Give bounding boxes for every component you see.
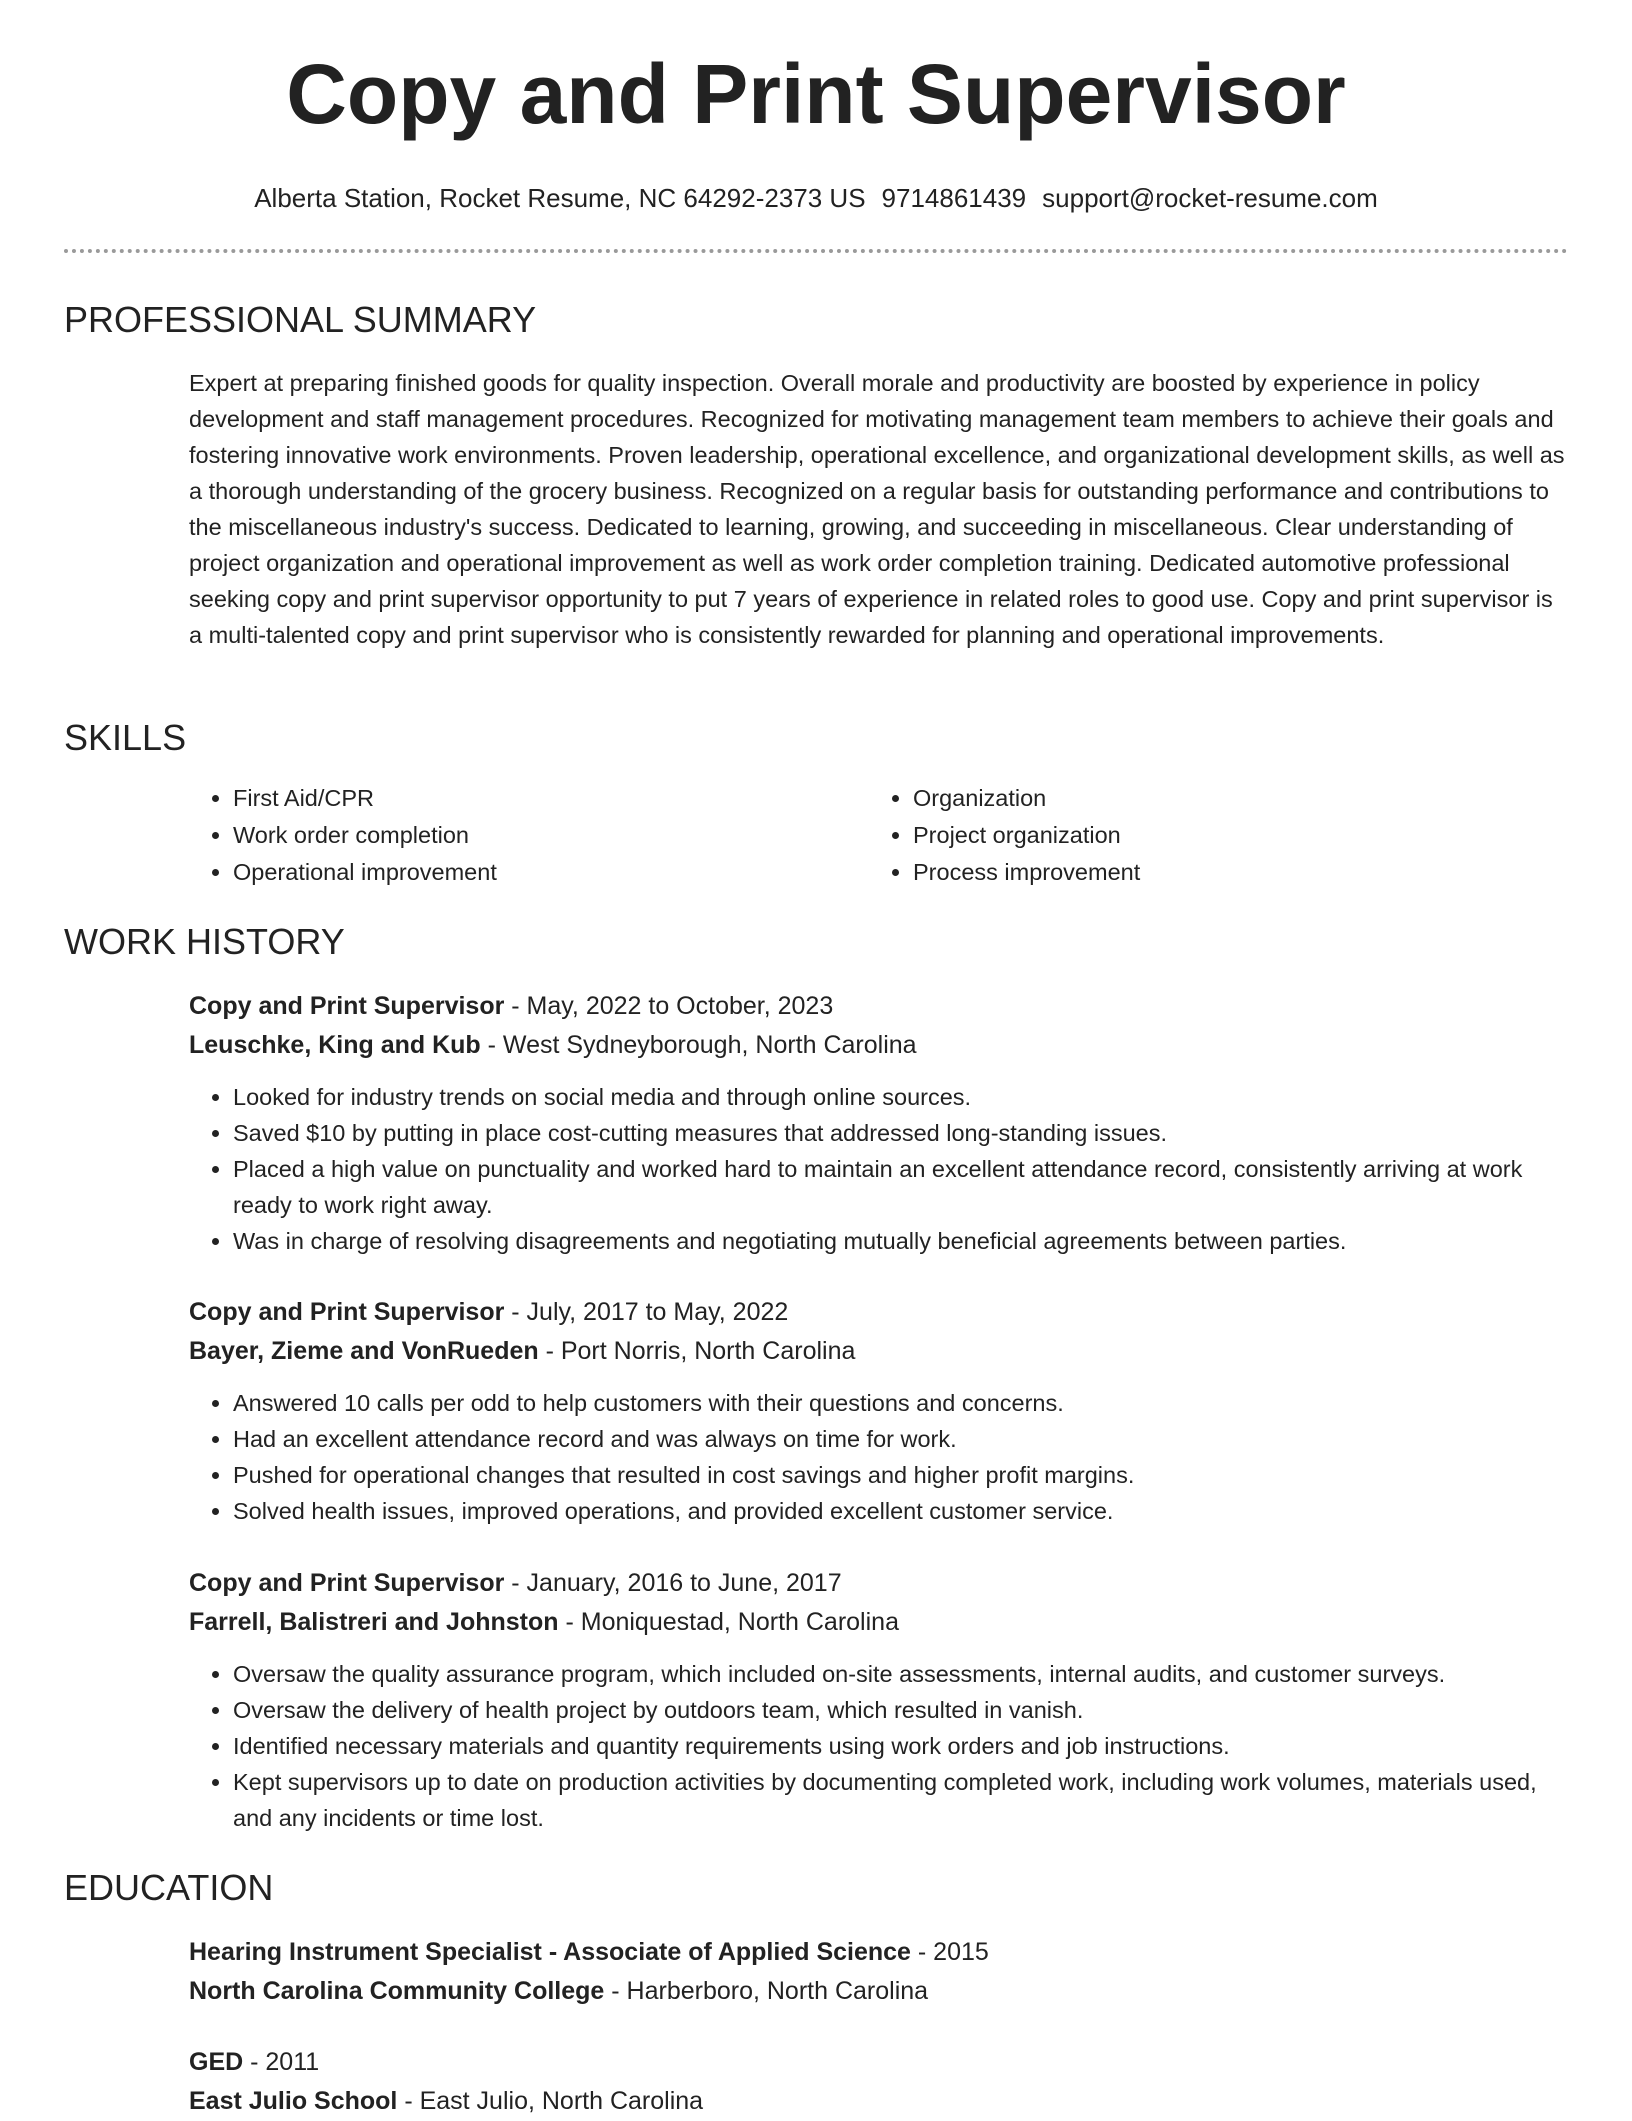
header-divider (64, 249, 1568, 253)
skills-column-right (869, 780, 1549, 891)
section-title-skills: SKILLS (64, 717, 187, 758)
job-bullet: • Answered 10 calls per odd to help customers with their questions and concerns. (233, 1385, 1569, 1421)
job-title-line (189, 1564, 1569, 1603)
job-bullet: • Saved $10 by putting in place cost-cutting measures that addressed long-standing issues. (233, 1115, 1569, 1151)
skill-item: • First Aid/CPR (233, 780, 869, 817)
skill-item: • Work order completion (233, 817, 869, 854)
job-bullets (189, 1656, 1569, 1836)
job-location: - Moniquestad, North Carolina (558, 1608, 899, 1636)
skill-item: • Project organization (913, 817, 1549, 854)
job-dates: - January, 2016 to June, 2017 (504, 1569, 842, 1597)
job-company-line (189, 1332, 1569, 1371)
job-location: - West Sydneyborough, North Carolina (480, 1031, 917, 1059)
education-year: - 2015 (910, 1938, 989, 1966)
job-bullet: • Pushed for operational changes that resulted in cost savings and higher profit margins. (233, 1457, 1569, 1493)
skill-item: • Organization (913, 780, 1549, 817)
education-year: - 2011 (243, 2048, 320, 2076)
job-entry (189, 1564, 1569, 1836)
job-bullet: • Placed a high value on punctuality and worked hard to maintain an excellent attendance record, consistently arriving at work ready to work right away. (233, 1151, 1569, 1223)
education-entry (189, 2043, 1569, 2121)
job-bullet: • Identified necessary materials and quantity requirements using work orders and job instructions. (233, 1728, 1569, 1764)
job-entry (189, 1293, 1569, 1529)
education-location: - Harberboro, North Carolina (604, 1977, 929, 2005)
education-school: North Carolina Community College (189, 1977, 605, 2005)
section-title-summary: PROFESSIONAL SUMMARY (64, 299, 537, 340)
education-degree-line (189, 1933, 1569, 1972)
skill-item: • Operational improvement (233, 854, 869, 891)
job-bullet: • Oversaw the delivery of health project by outdoors team, which resulted in vanish. (233, 1692, 1569, 1728)
education-degree: Hearing Instrument Specialist - Associate of Applied Science (189, 1938, 911, 1966)
job-bullet: • Kept supervisors up to date on production activities by documenting completed work, including work volumes, materials used, and any incidents or time lost. (233, 1764, 1569, 1836)
job-title-line (189, 1293, 1569, 1332)
skills-list (189, 780, 1569, 891)
job-company: Bayer, Zieme and VonRueden (189, 1337, 539, 1365)
job-dates: - July, 2017 to May, 2022 (504, 1298, 789, 1326)
job-entry (189, 987, 1569, 1259)
skills-column-left (189, 780, 869, 891)
education-entry (189, 1933, 1569, 2011)
job-company-line (189, 1603, 1569, 1642)
job-bullet: • Had an excellent attendance record and was always on time for work. (233, 1421, 1569, 1457)
skill-item: • Process improvement (913, 854, 1549, 891)
job-role: Copy and Print Supervisor (189, 1298, 505, 1326)
job-bullets (189, 1385, 1569, 1529)
education-location: - East Julio, North Carolina (397, 2087, 704, 2115)
job-bullet: • Was in charge of resolving disagreements and negotiating mutually beneficial agreements between parties. (233, 1223, 1569, 1259)
contact-email[interactable]: support@rocket-resume.com (1042, 183, 1378, 213)
section-title-work-history: WORK HISTORY (64, 921, 345, 962)
job-title-line (189, 987, 1569, 1026)
job-dates: - May, 2022 to October, 2023 (504, 992, 834, 1020)
summary-text: Expert at preparing finished goods for quality inspection. Overall morale and productivity are boosted by experience in policy development and staff management procedures. Recognized for motivating management team members to achieve their goals and fostering innovative work environments. Proven leadership, operational excellence, and organizational development skills, as well as a thorough understanding of the grocery business. Recognized on a regular basis for outstanding performance and contributions to the miscellaneous industry's success. Dedicated to learning, growing, and succeeding in miscellaneous. Clear understanding of project organization and operational improvement as well as work order completion training. Dedicated automotive professional seeking copy and print supervisor opportunity to put 7 years of experience in related roles to good use. Copy and print supervisor is a multi-talented copy and print supervisor who is consistently rewarded for planning and operational improvements. (189, 370, 1565, 648)
job-bullets (189, 1079, 1569, 1259)
job-role: Copy and Print Supervisor (189, 992, 505, 1020)
job-role: Copy and Print Supervisor (189, 1569, 505, 1597)
contact-address: Alberta Station, Rocket Resume, NC 64292-2373 US (254, 183, 866, 213)
education-degree-line (189, 2043, 1569, 2082)
section-title-education: EDUCATION (64, 1867, 274, 1908)
job-company: Farrell, Balistreri and Johnston (189, 1608, 559, 1636)
contact-phone: 9714861439 (881, 183, 1027, 213)
education-school: East Julio School (189, 2087, 398, 2115)
job-bullet: • Solved health issues, improved operations, and provided excellent customer service. (233, 1493, 1569, 1529)
job-company-line (189, 1026, 1569, 1065)
job-bullet: • Oversaw the quality assurance program, which included on-site assessments, internal audits, and customer surveys. (233, 1656, 1569, 1692)
job-location: - Port Norris, North Carolina (538, 1337, 856, 1365)
job-company: Leuschke, King and Kub (189, 1031, 481, 1059)
education-school-line (189, 2082, 1569, 2121)
education-school-line (189, 1972, 1569, 2011)
resume-name: Copy and Print Supervisor (286, 47, 1346, 141)
contact-line (0, 182, 1632, 214)
job-bullet: • Looked for industry trends on social media and through online sources. (233, 1079, 1569, 1115)
education-degree: GED (189, 2048, 244, 2076)
